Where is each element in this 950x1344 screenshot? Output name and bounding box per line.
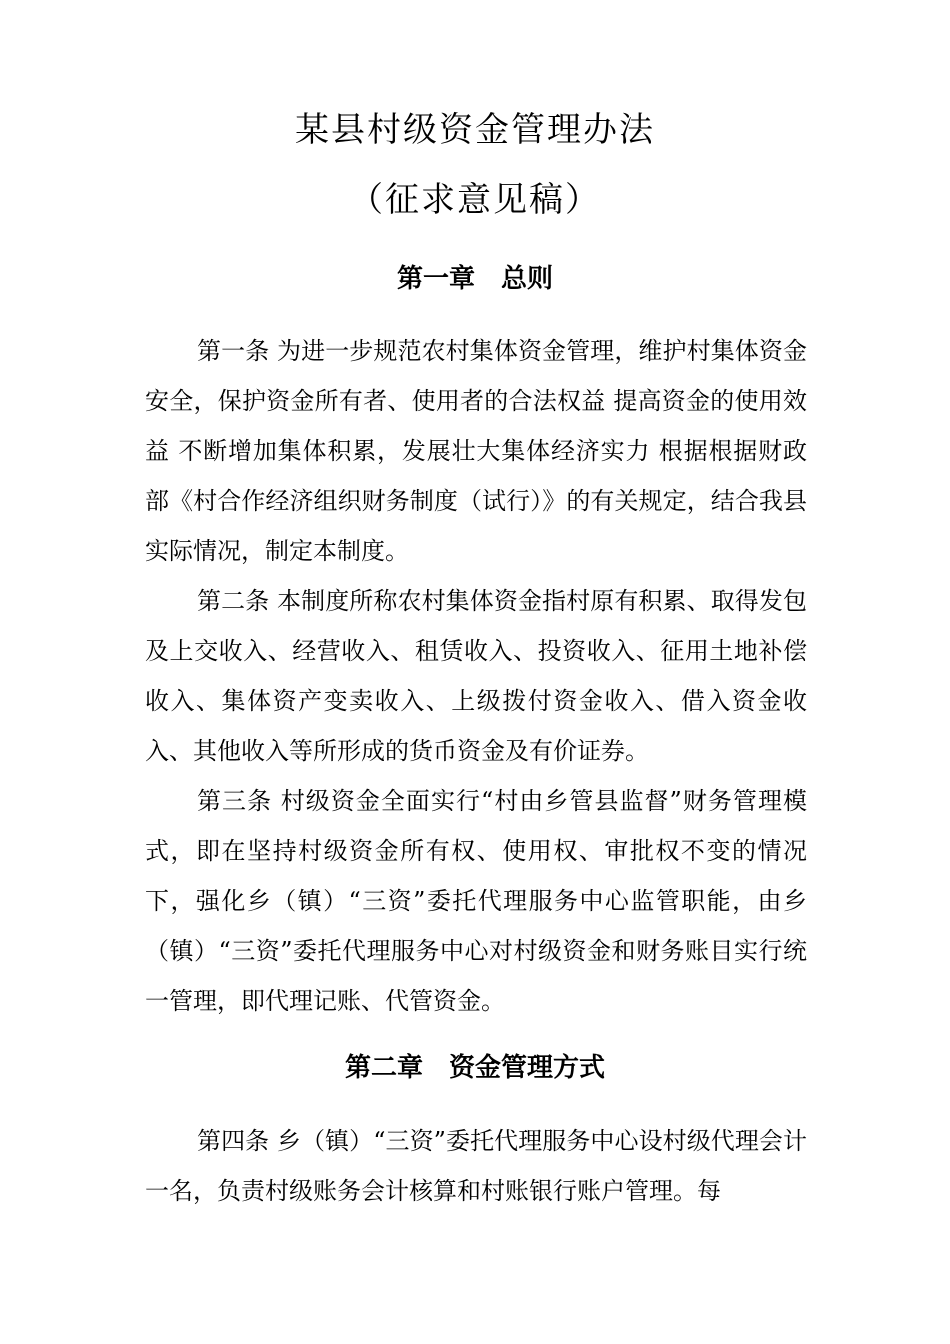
article-paragraph: 第一条 为进一步规范农村集体资金管理，维护村集体资金安全，保护资金所有者、使用者的合法权益 提高资金的使用效益 不断增加集体积累，发展壮大集体经济实力 根据根据财政部《村合作经济组织财务制度（试行）》的有关规定，结合我县实际情况，制定本制度。	[145, 337, 807, 565]
article-paragraph: 第三条 村级资金全面实行“村由乡管县监督”财务管理模式，即在坚持村级资金所有权、使用权、审批权不变的情况下，强化乡（镇）“三资”委托代理服务中心监管职能，由乡（镇）“三资”委托代理服务中心对村级资金和财务账目实行统一管理，即代理记账、代管资金。	[145, 787, 807, 1015]
chapter-heading: 第二章 资金管理方式	[344, 1053, 605, 1083]
chapter-heading: 第一章 总则	[396, 264, 553, 294]
article-paragraph: 第二条 本制度所称农村集体资金指村原有积累、取得发包及上交收入、经营收入、租赁收入、投资收入、征用土地补偿收入、集体资产变卖收入、上级拨付资金收入、借入资金收入、其他收入等所形成的货币资金及有价证券。	[145, 587, 807, 765]
document-title: 某县村级资金管理办法	[295, 110, 655, 150]
article-paragraph: 第四条 乡（镇）“三资”委托代理服务中心设村级代理会计一名，负责村级账务会计核算和村账银行账户管理。每	[145, 1127, 807, 1205]
document-subtitle: （征求意见稿）	[349, 180, 601, 220]
